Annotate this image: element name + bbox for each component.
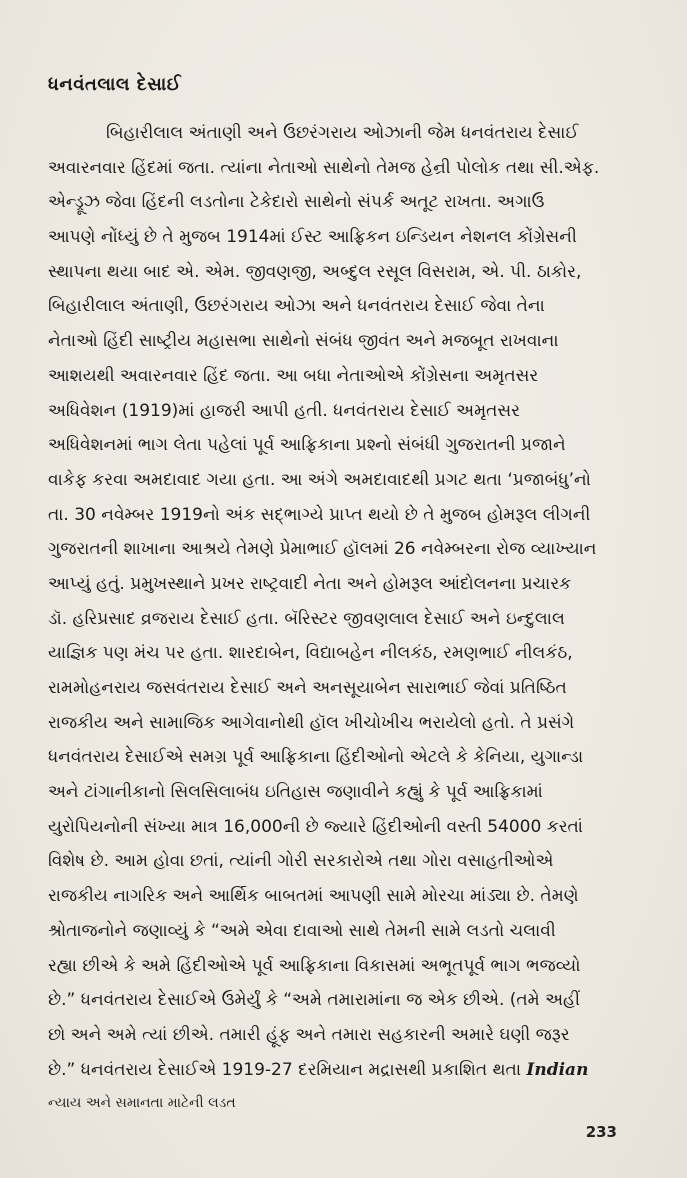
- text-line: આશયથી અવારનવાર હિંદ જતા. આ બધા નેતાઓએ કોંગ્રેસના અમૃતસર: [48, 365, 539, 386]
- text-line: સ્થાપના થયા બાદ એ. એમ. જીવણજી, અબ્દુલ રસૂલ વિસરામ, એ. પી. ઠાકોર,: [48, 261, 582, 282]
- text-line: રાજકીય નાગરિક અને આર્થિક બાબતમાં આપણી સામે મોરચા માંડ્યા છે. તેમણે: [48, 886, 579, 907]
- text-line: આપણે નોંધ્યું છે તે મુજબ 1914માં ઈસ્ટ આફ્રિકન ઇન્ડિયન નેશનલ કોંગ્રેસની: [48, 227, 577, 248]
- text-line: અધિવેશનમાં ભાગ લેતા પહેલાં પૂર્વ આફ્રિકાના પ્રશ્નો સંબંધી ગુજરાતની પ્રજાને: [48, 435, 566, 456]
- page-number: 233: [585, 1123, 617, 1141]
- text-line: ડૉ. હરિપ્રસાદ વ્રજરાય દેસાઈ હતા. બૅરિસ્ટર જીવણલાલ દેસાઈ અને ઇન્દુલાલ: [48, 608, 565, 629]
- text-line: એન્ડ્રૂઝ જેવા હિંદની લડતોના ટેકેદારો સાથેનો સંપર્ક અતૂટ રાખતા. અગાઉ: [48, 192, 545, 213]
- text-line: રાજકીય અને સામાજિક આગેવાનોથી હૉલ ખીચોખીચ ભરાયેલો હતો. તે પ્રસંગે: [48, 712, 575, 733]
- text-line: નેતાઓ હિંદી સાષ્ટ્રીય મહાસભા સાથેનો સંબંધ જીવંત અને મજબૂત રાખવાના: [48, 331, 559, 352]
- text-line: બિહારીલાલ અંતાણી, ઉછરંગરાય ઓઝા અને ધનવંતરાય દેસાઈ જેવા તેના: [48, 296, 545, 317]
- text-line: યાજ્ઞિક પણ મંચ પર હતા. શારદાબેન, વિદ્યાબહેન નીલકંઠ, રમણભાઈ નીલકંઠ,: [48, 643, 573, 664]
- text-line: બિહારીલાલ અંતાણી અને ઉછરંગરાય ઓઝાની જેમ ધનવંતરાય દેસાઈ: [106, 123, 579, 143]
- body-paragraph: [48, 116, 640, 1087]
- text-line: ધનવંતરાય દેસાઈએ સમગ્ર પૂર્વ આફ્રિકાના હિંદીઓનો એટલે કે કેનિયા, યુગાન્ડા: [48, 747, 584, 768]
- running-head: ધનવંતલાલ દેસાઈ: [48, 74, 182, 95]
- text-line: ગુજરાતની શાખાના આશ્રયે તેમણે પ્રેમાભાઈ હૉલમાં 26 નવેમ્બરના રોજ વ્યાખ્યાન: [48, 539, 597, 560]
- text-line: વાકેફ કરવા અમદાવાદ ગયા હતા. આ અંગે અમદાવાદથી પ્રગટ થતા ‘પ્રજાબંધુ’નો: [48, 469, 591, 490]
- text-line: છે.” ધનવંતરાય દેસાઈએ ઉમેર્યું કે “અમે તમારામાંના જ એક છીએ. (તમે અહીં: [48, 990, 580, 1011]
- text-line-last-body: છે.” ધનવંતરાય દેસાઈએ 1919-27 દરમિયાન મદ્રાસથી પ્રકાશિત થતા: [48, 1059, 521, 1080]
- text-line: અધિવેશન (1919)માં હાજરી આપી હતી. ધનવંતરાય દેસાઈ અમૃતસર: [48, 400, 520, 421]
- text-line: શ્રોતાજનોને જણાવ્યું કે “અમે એવા દાવાઓ સાથે તેમની સામે લડતો ચલાવી: [48, 920, 556, 941]
- text-line-last: [48, 1053, 640, 1088]
- text-line: વિશેષ છે. આમ હોવા છતાં, ત્યાંની ગોરી સરકારોએ તથા ગોરા વસાહતીઓએ: [48, 851, 554, 872]
- text-line: આપ્યું હતું. પ્રમુખસ્થાને પ્રખર રાષ્ટ્રવાદી નેતા અને હોમરૂલ આંદોલનના પ્રચારક: [48, 573, 572, 594]
- italic-word: Indian: [526, 1059, 589, 1080]
- text-line: રામમોહનરાય જસવંતરાય દેસાઈ અને અનસૂયાબેન સારાભાઈ જેવાં પ્રતિષ્ઠિત: [48, 678, 567, 698]
- text-line: અવારનવાર હિંદમાં જતા. ત્યાંના નેતાઓ સાથેનો તેમજ હેન્રી પોલોક તથા સી.એફ.: [48, 157, 600, 178]
- text-line: રહ્યા છીએ કે અમે હિંદીઓએ પૂર્વ આફ્રિકાના વિકાસમાં અભૂતપૂર્વ ભાગ ભજવ્યો: [48, 955, 581, 976]
- text-line: તા. 30 નવેમ્બર 1919નો અંક સદ્ભાગ્યે પ્રાપ્ત થયો છે તે મુજબ હોમરૂલ લીગની: [48, 504, 591, 525]
- text-line: અને ટાંગાનીકાનો સિલસિલાબંધ ઇતિહાસ જણાવીને કહ્યું કે પૂર્વ આફ્રિકામાં: [48, 782, 543, 803]
- text-line: છો અને અમે ત્યાં છીએ. તમારી હૂંફ અને તમારા સહકારની અમારે ઘણી જરૂર: [48, 1024, 570, 1045]
- text-line: યુરોપિયનોની સંખ્યા માત્ર 16,000ની છે જ્યારે હિંદીઓની વસ્તી 54000 કરતાં: [48, 816, 583, 837]
- footer-book-title: ન્યાય અને સમાનતા માટેની લડત: [48, 1095, 236, 1111]
